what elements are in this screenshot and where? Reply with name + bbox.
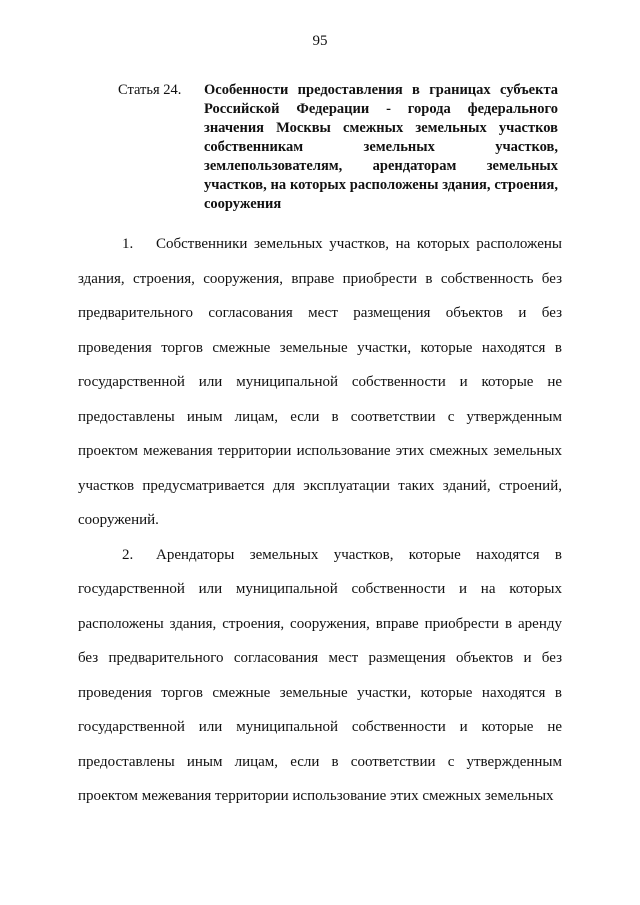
- paragraph-text: Собственники земельных участков, на которых расположены здания, строения, сооружения, вправе приобрести в собственность без предварительного согласования мест размещения объектов и без проведения торгов смежные земельные участки, которые находятся в государственной или муниципальной собственности и которые не предоставлены иным лицам, если в соответствии с утвержденным проектом межевания территории использование этих смежных земельных участков предусматривается для эксплуатации таких зданий, строений, сооружений.: [78, 236, 562, 528]
- article-body: [78, 227, 562, 814]
- paragraph-number: 2.: [122, 546, 134, 563]
- paragraph-text: Арендаторы земельных участков, которые находятся в государственной или муниципальной собственности и на которых расположены здания, строения, сооружения, вправе приобрести в аренду без предварительного согласования мест размещения объектов и без проведения торгов смежные земельные участки, которые находятся в государственной или муниципальной собственности и которые не предоставлены иным лицам, если в соответствии с утвержденным проектом межевания территории использование этих смежных земельных: [78, 546, 562, 804]
- article-title: Особенности предоставления в границах субъекта Российской Федерации - города федерального значения Москвы смежных земельных участков собственникам земельных участков, землепользователям, арендаторам земельных участков, на которых расположены здания, строения, сооружения: [204, 82, 558, 212]
- article-label: Статья 24.: [118, 82, 182, 98]
- paragraph-2: [78, 538, 562, 814]
- paragraph-1: [78, 227, 562, 538]
- page-number: 95: [312, 33, 328, 49]
- paragraph-number: 1.: [122, 236, 134, 252]
